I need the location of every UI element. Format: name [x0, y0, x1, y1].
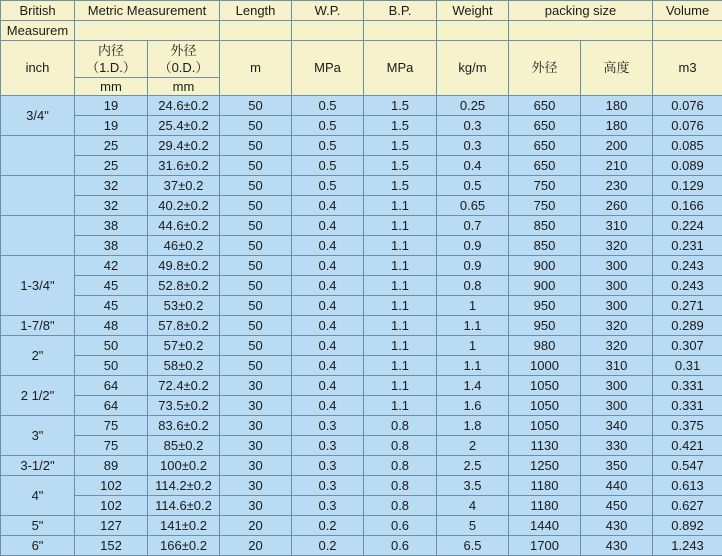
- col-packing-height: 高度: [581, 41, 653, 96]
- cell-wp: 0.4: [292, 376, 364, 396]
- table-row: [1, 196, 722, 216]
- cell-volume: 0.231: [653, 236, 722, 256]
- cell-packing-height: 340: [581, 416, 653, 436]
- cell-outer-diameter: 83.6±0.2: [148, 416, 220, 436]
- cell-bp: 1.5: [364, 96, 437, 116]
- table-row: [1, 276, 722, 296]
- table-row: [1, 136, 722, 156]
- cell-wp: 0.3: [292, 456, 364, 476]
- cell-packing-height: 320: [581, 336, 653, 356]
- cell-bp: 1.5: [364, 176, 437, 196]
- cell-bp: 0.8: [364, 456, 437, 476]
- cell-outer-diameter: 24.6±0.2: [148, 96, 220, 116]
- cell-weight: 0.9: [437, 236, 509, 256]
- size-label-cell: 2": [1, 336, 75, 376]
- cell-wp: 0.4: [292, 336, 364, 356]
- inner-diameter-en: （1.D.）: [75, 59, 147, 76]
- cell-packing-outer: 1180: [509, 476, 581, 496]
- size-label-cell: 5": [1, 516, 75, 536]
- cell-packing-outer: 1700: [509, 536, 581, 556]
- cell-weight: 1.1: [437, 316, 509, 336]
- col-inner-diameter: [75, 41, 148, 78]
- cell-weight: 0.7: [437, 216, 509, 236]
- cell-inner-diameter: 48: [75, 316, 148, 336]
- unit-bp: MPa: [364, 41, 437, 96]
- cell-outer-diameter: 49.8±0.2: [148, 256, 220, 276]
- unit-od-mm: mm: [148, 78, 220, 96]
- cell-length: 50: [220, 156, 292, 176]
- cell-weight: 5: [437, 516, 509, 536]
- table-row: [1, 336, 722, 356]
- cell-outer-diameter: 85±0.2: [148, 436, 220, 456]
- cell-length: 30: [220, 496, 292, 516]
- cell-wp: 0.4: [292, 296, 364, 316]
- cell-outer-diameter: 53±0.2: [148, 296, 220, 316]
- blank-cell: [75, 21, 220, 41]
- cell-wp: 0.3: [292, 436, 364, 456]
- cell-inner-diameter: 32: [75, 196, 148, 216]
- cell-packing-height: 230: [581, 176, 653, 196]
- cell-inner-diameter: 19: [75, 96, 148, 116]
- blank-cell: [292, 21, 364, 41]
- cell-length: 50: [220, 276, 292, 296]
- cell-volume: 0.166: [653, 196, 722, 216]
- col-bp: B.P.: [364, 1, 437, 21]
- col-length: Length: [220, 1, 292, 21]
- cell-volume: 0.31: [653, 356, 722, 376]
- cell-outer-diameter: 141±0.2: [148, 516, 220, 536]
- table-row: [1, 396, 722, 416]
- cell-outer-diameter: 100±0.2: [148, 456, 220, 476]
- cell-weight: 0.4: [437, 156, 509, 176]
- cell-weight: 1.8: [437, 416, 509, 436]
- cell-outer-diameter: 37±0.2: [148, 176, 220, 196]
- size-label-cell: 1-3/4": [1, 256, 75, 316]
- size-label-cell: [1, 176, 75, 216]
- cell-length: 30: [220, 456, 292, 476]
- unit-inch: inch: [1, 41, 75, 96]
- cell-bp: 0.6: [364, 516, 437, 536]
- cell-packing-outer: 750: [509, 176, 581, 196]
- cell-bp: 1.1: [364, 236, 437, 256]
- blank-cell: [509, 21, 653, 41]
- cell-volume: 0.129: [653, 176, 722, 196]
- blank-cell: [653, 21, 722, 41]
- cell-bp: 0.8: [364, 436, 437, 456]
- col-metric: Metric Measurement: [75, 1, 220, 21]
- cell-inner-diameter: 75: [75, 416, 148, 436]
- cell-packing-height: 260: [581, 196, 653, 216]
- cell-packing-outer: 1440: [509, 516, 581, 536]
- cell-inner-diameter: 32: [75, 176, 148, 196]
- cell-wp: 0.5: [292, 116, 364, 136]
- cell-length: 30: [220, 436, 292, 456]
- cell-inner-diameter: 152: [75, 536, 148, 556]
- cell-packing-outer: 900: [509, 256, 581, 276]
- cell-outer-diameter: 114.2±0.2: [148, 476, 220, 496]
- cell-volume: 1.243: [653, 536, 722, 556]
- cell-bp: 1.1: [364, 316, 437, 336]
- size-label-cell: 3-1/2": [1, 456, 75, 476]
- cell-volume: 0.076: [653, 116, 722, 136]
- col-volume: Volume: [653, 1, 722, 21]
- cell-wp: 0.3: [292, 496, 364, 516]
- cell-wp: 0.4: [292, 216, 364, 236]
- cell-packing-outer: 650: [509, 156, 581, 176]
- cell-volume: 0.243: [653, 276, 722, 296]
- cell-packing-height: 300: [581, 296, 653, 316]
- cell-volume: 0.331: [653, 376, 722, 396]
- cell-weight: 6.5: [437, 536, 509, 556]
- cell-weight: 1: [437, 336, 509, 356]
- cell-inner-diameter: 19: [75, 116, 148, 136]
- cell-packing-height: 300: [581, 396, 653, 416]
- table-row: [1, 376, 722, 396]
- cell-packing-outer: 900: [509, 276, 581, 296]
- cell-packing-height: 450: [581, 496, 653, 516]
- cell-wp: 0.4: [292, 316, 364, 336]
- outer-diameter-cn: 外径: [148, 42, 219, 59]
- cell-inner-diameter: 75: [75, 436, 148, 456]
- cell-weight: 0.3: [437, 136, 509, 156]
- cell-volume: 0.892: [653, 516, 722, 536]
- col-outer-diameter: [148, 41, 220, 78]
- blank-cell: [364, 21, 437, 41]
- cell-packing-height: 180: [581, 116, 653, 136]
- cell-weight: 2.5: [437, 456, 509, 476]
- cell-packing-outer: 650: [509, 136, 581, 156]
- cell-bp: 1.1: [364, 256, 437, 276]
- cell-inner-diameter: 25: [75, 136, 148, 156]
- cell-packing-height: 300: [581, 256, 653, 276]
- col-wp: W.P.: [292, 1, 364, 21]
- cell-packing-outer: 850: [509, 236, 581, 256]
- cell-inner-diameter: 42: [75, 256, 148, 276]
- cell-length: 20: [220, 536, 292, 556]
- cell-inner-diameter: 50: [75, 356, 148, 376]
- table-row: [1, 96, 722, 116]
- cell-length: 50: [220, 356, 292, 376]
- cell-outer-diameter: 40.2±0.2: [148, 196, 220, 216]
- cell-packing-outer: 650: [509, 96, 581, 116]
- cell-packing-height: 430: [581, 516, 653, 536]
- table-row: [1, 216, 722, 236]
- cell-bp: 1.1: [364, 356, 437, 376]
- size-label-cell: 3/4": [1, 96, 75, 136]
- cell-length: 50: [220, 176, 292, 196]
- cell-packing-outer: 1050: [509, 416, 581, 436]
- table-row: [1, 236, 722, 256]
- size-label-cell: 2 1/2": [1, 376, 75, 416]
- cell-outer-diameter: 57±0.2: [148, 336, 220, 356]
- size-label-cell: 4": [1, 476, 75, 516]
- cell-volume: 0.085: [653, 136, 722, 156]
- cell-packing-outer: 950: [509, 296, 581, 316]
- cell-outer-diameter: 46±0.2: [148, 236, 220, 256]
- cell-wp: 0.4: [292, 396, 364, 416]
- cell-outer-diameter: 25.4±0.2: [148, 116, 220, 136]
- cell-outer-diameter: 52.8±0.2: [148, 276, 220, 296]
- cell-wp: 0.4: [292, 256, 364, 276]
- cell-inner-diameter: 64: [75, 376, 148, 396]
- cell-wp: 0.5: [292, 176, 364, 196]
- cell-bp: 1.5: [364, 116, 437, 136]
- cell-length: 50: [220, 256, 292, 276]
- cell-packing-outer: 750: [509, 196, 581, 216]
- table-row: [1, 176, 722, 196]
- cell-packing-height: 350: [581, 456, 653, 476]
- cell-outer-diameter: 31.6±0.2: [148, 156, 220, 176]
- cell-wp: 0.2: [292, 536, 364, 556]
- cell-bp: 0.8: [364, 416, 437, 436]
- cell-bp: 0.6: [364, 536, 437, 556]
- cell-packing-outer: 650: [509, 116, 581, 136]
- cell-packing-outer: 1000: [509, 356, 581, 376]
- cell-packing-outer: 980: [509, 336, 581, 356]
- col-british: British: [1, 1, 75, 21]
- cell-volume: 0.307: [653, 336, 722, 356]
- cell-inner-diameter: 89: [75, 456, 148, 476]
- unit-id-mm: mm: [75, 78, 148, 96]
- cell-weight: 1.1: [437, 356, 509, 376]
- cell-packing-outer: 1130: [509, 436, 581, 456]
- cell-length: 50: [220, 216, 292, 236]
- cell-length: 50: [220, 136, 292, 156]
- cell-wp: 0.3: [292, 476, 364, 496]
- table-header: [1, 1, 722, 96]
- cell-volume: 0.289: [653, 316, 722, 336]
- cell-wp: 0.5: [292, 156, 364, 176]
- cell-packing-outer: 950: [509, 316, 581, 336]
- cell-inner-diameter: 38: [75, 216, 148, 236]
- cell-weight: 3.5: [437, 476, 509, 496]
- cell-weight: 1.4: [437, 376, 509, 396]
- cell-wp: 0.4: [292, 236, 364, 256]
- cell-outer-diameter: 72.4±0.2: [148, 376, 220, 396]
- cell-inner-diameter: 50: [75, 336, 148, 356]
- cell-bp: 1.1: [364, 376, 437, 396]
- cell-wp: 0.3: [292, 416, 364, 436]
- cell-volume: 0.224: [653, 216, 722, 236]
- col-weight: Weight: [437, 1, 509, 21]
- unit-weight: kg/m: [437, 41, 509, 96]
- table-body: [1, 96, 722, 556]
- cell-wp: 0.2: [292, 516, 364, 536]
- cell-length: 50: [220, 236, 292, 256]
- cell-packing-height: 310: [581, 216, 653, 236]
- cell-inner-diameter: 64: [75, 396, 148, 416]
- inner-diameter-cn: 内径: [75, 42, 147, 59]
- cell-packing-height: 180: [581, 96, 653, 116]
- size-label-cell: 3": [1, 416, 75, 456]
- cell-length: 50: [220, 96, 292, 116]
- cell-packing-height: 310: [581, 356, 653, 376]
- cell-length: 50: [220, 196, 292, 216]
- cell-outer-diameter: 166±0.2: [148, 536, 220, 556]
- table-row: [1, 456, 722, 476]
- cell-outer-diameter: 73.5±0.2: [148, 396, 220, 416]
- cell-bp: 1.1: [364, 216, 437, 236]
- cell-volume: 0.076: [653, 96, 722, 116]
- cell-volume: 0.421: [653, 436, 722, 456]
- size-label-cell: [1, 216, 75, 256]
- table-row: [1, 356, 722, 376]
- size-label-cell: 1-7/8": [1, 316, 75, 336]
- cell-length: 30: [220, 376, 292, 396]
- unit-wp: MPa: [292, 41, 364, 96]
- cell-weight: 0.65: [437, 196, 509, 216]
- cell-length: 30: [220, 396, 292, 416]
- cell-volume: 0.375: [653, 416, 722, 436]
- unit-length: m: [220, 41, 292, 96]
- size-label-cell: 6": [1, 536, 75, 556]
- cell-packing-height: 210: [581, 156, 653, 176]
- cell-packing-height: 430: [581, 536, 653, 556]
- table-row: [1, 476, 722, 496]
- cell-volume: 0.627: [653, 496, 722, 516]
- cell-weight: 1.6: [437, 396, 509, 416]
- cell-volume: 0.331: [653, 396, 722, 416]
- cell-volume: 0.271: [653, 296, 722, 316]
- cell-wp: 0.4: [292, 356, 364, 376]
- table-row: [1, 516, 722, 536]
- cell-packing-height: 300: [581, 376, 653, 396]
- cell-packing-outer: 1050: [509, 376, 581, 396]
- cell-bp: 1.1: [364, 276, 437, 296]
- cell-bp: 1.1: [364, 396, 437, 416]
- cell-bp: 0.8: [364, 476, 437, 496]
- cell-weight: 2: [437, 436, 509, 456]
- col-packing-outer: 外径: [509, 41, 581, 96]
- cell-weight: 4: [437, 496, 509, 516]
- table-row: [1, 116, 722, 136]
- cell-packing-height: 330: [581, 436, 653, 456]
- cell-length: 50: [220, 116, 292, 136]
- cell-inner-diameter: 45: [75, 276, 148, 296]
- cell-inner-diameter: 38: [75, 236, 148, 256]
- cell-length: 50: [220, 296, 292, 316]
- cell-weight: 0.8: [437, 276, 509, 296]
- cell-volume: 0.613: [653, 476, 722, 496]
- cell-length: 50: [220, 336, 292, 356]
- cell-packing-height: 200: [581, 136, 653, 156]
- blank-cell: [437, 21, 509, 41]
- cell-inner-diameter: 102: [75, 476, 148, 496]
- outer-diameter-en: （0.D.）: [148, 59, 219, 76]
- cell-weight: 0.25: [437, 96, 509, 116]
- cell-packing-outer: 1050: [509, 396, 581, 416]
- cell-weight: 1: [437, 296, 509, 316]
- table-row: [1, 256, 722, 276]
- cell-inner-diameter: 25: [75, 156, 148, 176]
- cell-inner-diameter: 102: [75, 496, 148, 516]
- cell-length: 50: [220, 316, 292, 336]
- cell-length: 20: [220, 516, 292, 536]
- unit-volume: m3: [653, 41, 722, 96]
- cell-packing-outer: 1250: [509, 456, 581, 476]
- cell-packing-height: 300: [581, 276, 653, 296]
- cell-outer-diameter: 58±0.2: [148, 356, 220, 376]
- cell-packing-height: 440: [581, 476, 653, 496]
- cell-wp: 0.4: [292, 276, 364, 296]
- cell-bp: 1.1: [364, 296, 437, 316]
- cell-packing-height: 320: [581, 236, 653, 256]
- cell-packing-outer: 1180: [509, 496, 581, 516]
- table-row: [1, 416, 722, 436]
- cell-outer-diameter: 57.8±0.2: [148, 316, 220, 336]
- cell-volume: 0.547: [653, 456, 722, 476]
- cell-inner-diameter: 127: [75, 516, 148, 536]
- cell-weight: 0.3: [437, 116, 509, 136]
- cell-inner-diameter: 45: [75, 296, 148, 316]
- cell-bp: 1.5: [364, 156, 437, 176]
- cell-bp: 0.8: [364, 496, 437, 516]
- cell-weight: 0.9: [437, 256, 509, 276]
- cell-volume: 0.243: [653, 256, 722, 276]
- table-row: [1, 316, 722, 336]
- cell-wp: 0.5: [292, 136, 364, 156]
- table-row: [1, 296, 722, 316]
- cell-volume: 0.089: [653, 156, 722, 176]
- cell-packing-outer: 850: [509, 216, 581, 236]
- cell-length: 30: [220, 476, 292, 496]
- blank-cell: [220, 21, 292, 41]
- cell-wp: 0.4: [292, 196, 364, 216]
- cell-weight: 0.5: [437, 176, 509, 196]
- cell-outer-diameter: 114.6±0.2: [148, 496, 220, 516]
- size-label-cell: [1, 136, 75, 176]
- col-measurem: Measurem: [1, 21, 75, 41]
- table-row: [1, 436, 722, 456]
- cell-packing-height: 320: [581, 316, 653, 336]
- col-packing: packing size: [509, 1, 653, 21]
- cell-bp: 1.1: [364, 196, 437, 216]
- cell-outer-diameter: 29.4±0.2: [148, 136, 220, 156]
- cell-length: 30: [220, 416, 292, 436]
- cell-wp: 0.5: [292, 96, 364, 116]
- cell-bp: 1.1: [364, 336, 437, 356]
- table-row: [1, 156, 722, 176]
- cell-outer-diameter: 44.6±0.2: [148, 216, 220, 236]
- table-row: [1, 496, 722, 516]
- cell-bp: 1.5: [364, 136, 437, 156]
